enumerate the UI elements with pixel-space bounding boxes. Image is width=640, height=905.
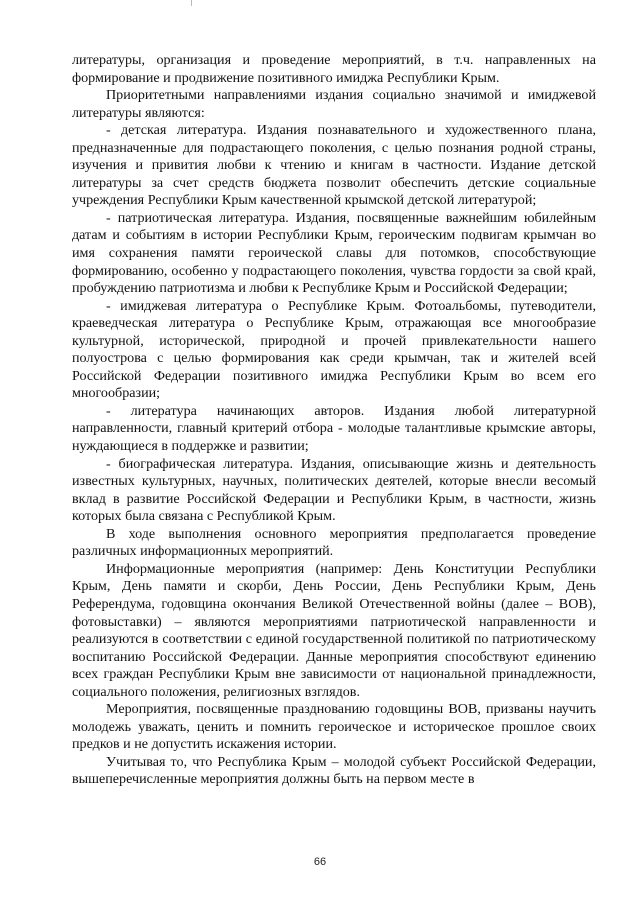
- paragraph-patriotic-literature: - патриотическая литература. Издания, посвященные важнейшим юбилейным датам и событиям в истории Республики Крым, героическим подвигам крымчан во имя сохранения памяти героической славы для потомков, способствующие формированию, особенно у подрастающего поколения, чувства гордости за свой край, пробуждению патриотизма и любви к Республике Крым и Российской Федерации;: [72, 209, 596, 297]
- paragraph-childrens-literature: - детская литература. Издания познавательного и художественного плана, предназначенные для подрастающего поколения, с целью познания родной страны, изучения и привития любви к чтению и книгам в частности. Издание детской литературы за счет средств бюджета позволит обеспечить детские социальные учреждения Республики Крым качественной крымской детской литературой;: [72, 122, 596, 209]
- paragraph-priorities-intro: Приоритетными направлениями издания социально значимой и имиджевой литературы являются:: [72, 87, 596, 121]
- paragraph-biographical-literature: - биографическая литература. Издания, описывающие жизнь и деятельность известных культурных, научных, политических деятелей, которые внесли весомый вклад в развитие Российской Федерации и Республики Крым, в частности, жизнь которых была связана с Республикой Крым.: [72, 455, 596, 525]
- paragraph-victory-day-events: Мероприятия, посвященные празднованию годовщины ВОВ, призваны научить молодежь уважать, ценить и помнить героическое и историческое прошлое своих предков и не допустить искажения истории.: [72, 701, 596, 753]
- paragraph-young-subject: Учитывая то, что Республика Крым – молодой субъект Российской Федерации, вышеперечисленные мероприятия должны быть на первом месте в: [72, 753, 596, 788]
- paragraph-continuation: литературы, организация и проведение мероприятий, в т.ч. направленных на формирование и продвижение позитивного имиджа Республики Крым.: [72, 52, 596, 86]
- paragraph-information-events-intro: В ходе выполнения основного мероприятия предполагается проведение различных информационных мероприятий.: [72, 525, 596, 560]
- body-text: [72, 52, 596, 789]
- paragraph-new-authors: - литература начинающих авторов. Издания любой литературной направленности, главный критерий отбора - молодые талантливые крымские авторы, нуждающиеся в поддержке и развитии;: [72, 402, 596, 455]
- paragraph-image-literature: - имиджевая литература о Республике Крым. Фотоальбомы, путеводители, краеведческая литература о Республике Крым, отражающая все многообразие культурной, исторической, природной и прочей привлекательности нашего полуострова с целью формирования как среди крымчан, так и жителей всей Российской Федерации позитивного имиджа Республики Крым во всем его многообразии;: [72, 297, 596, 402]
- page-number: 66: [313, 856, 327, 868]
- paragraph-information-events: Информационные мероприятия (например: День Конституции Республики Крым, День памяти и скорби, День России, День Республики Крым, День Референдума, годовщина окончания Великой Отечественной войны (далее – ВОВ), фотовыставки) – являются мероприятиями патриотической направленности и реализуются в соответствии с единой государственной политикой по патриотическому воспитанию Российской Федерации. Данные мероприятия способствуют единению всех граждан Республики Крым вне зависимости от национальной принадлежности, социального положения, религиозных взглядов.: [72, 560, 596, 700]
- scan-artifact: [191, 0, 192, 6]
